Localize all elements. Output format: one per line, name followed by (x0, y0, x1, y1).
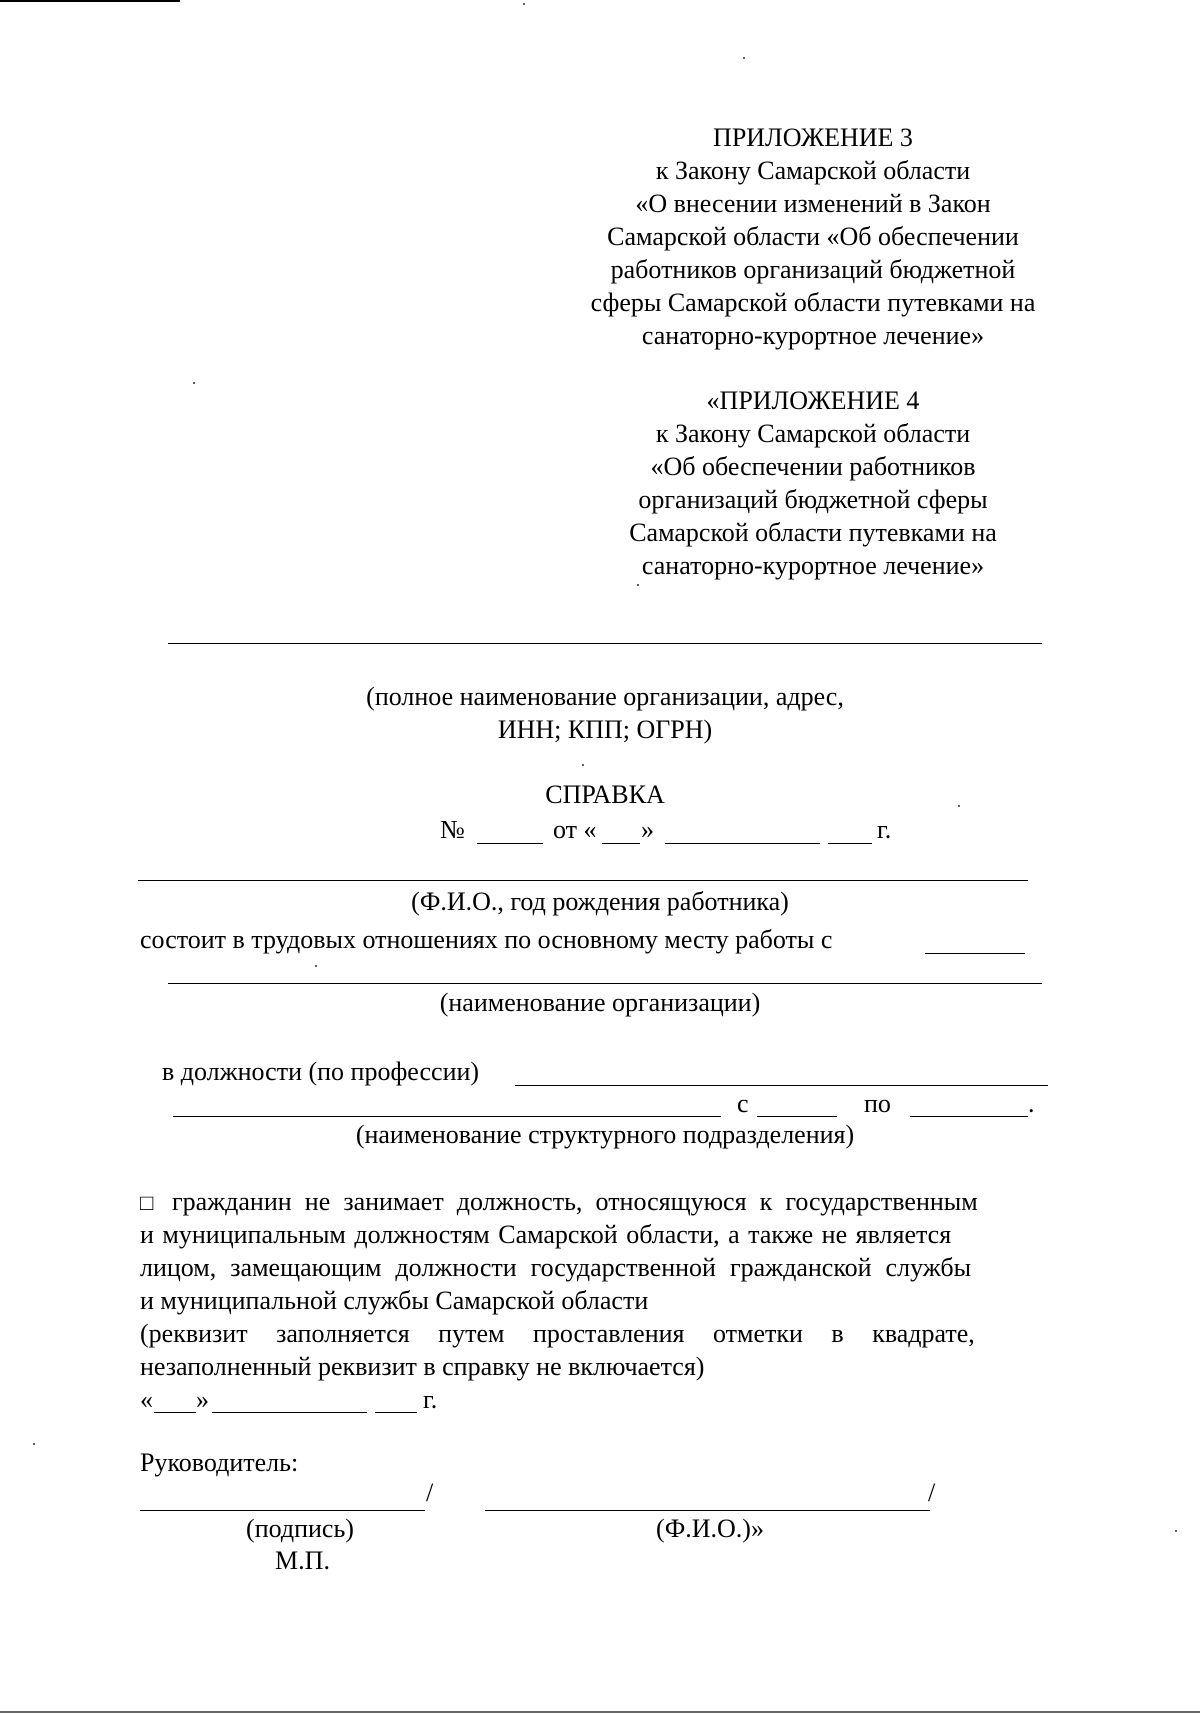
org-name-hint: (наименование организации) (439, 988, 761, 1017)
period-end: . (1028, 1089, 1035, 1118)
head-label: Руководитель: (140, 1448, 299, 1477)
org-hint-line: ИНН; КПП; ОГРН) (497, 715, 713, 744)
year-blank[interactable] (828, 843, 872, 844)
appendix4-line: санаторно-курортное лечение» (641, 551, 985, 580)
scan-speck (33, 1443, 35, 1445)
appendix3-title: ПРИЛОЖЕНИЕ 3 (713, 123, 913, 152)
employer-name-blank[interactable] (168, 983, 1042, 984)
scan-speck (1175, 1530, 1177, 1532)
scan-speck (637, 584, 639, 586)
month-blank[interactable] (665, 843, 820, 844)
day-blank[interactable] (602, 843, 640, 844)
appendix4-line: Самарской области путевками на (629, 518, 997, 547)
subdivision-hint: (наименование структурного подразделения) (355, 1120, 855, 1149)
appendix4-line: организаций бюджетной сферы (638, 485, 988, 514)
scan-speck (582, 764, 584, 766)
scan-speck (523, 3, 525, 5)
number-sign: № (440, 815, 465, 844)
name-blank[interactable] (485, 1510, 930, 1511)
scan-speck (958, 805, 960, 807)
period-from-blank[interactable] (757, 1116, 837, 1117)
date-quote-close: » (641, 815, 654, 844)
appendix3-line: к Закону Самарской области (655, 156, 971, 185)
period-from-label: с (737, 1089, 749, 1118)
subdivision-blank[interactable] (173, 1116, 721, 1117)
checkbox-text-line: гражданин не занимает должность, относящуюся к государственным (172, 1187, 978, 1216)
scan-speck (743, 57, 745, 59)
certificate-title: СПРАВКА (545, 780, 665, 809)
appendix3-line: санаторно-курортное лечение» (641, 321, 985, 350)
signature-blank[interactable] (140, 1510, 425, 1511)
org-hint-line: (полное наименование организации, адрес, (366, 682, 844, 711)
checkbox-note-line: (реквизит заполняется путем проставления отметки в квадрате, (140, 1319, 975, 1348)
checkbox-text-line: и муниципальной службы Самарской области (140, 1286, 649, 1315)
number-blank[interactable] (477, 843, 543, 844)
name-hint: (Ф.И.О.)» (656, 1514, 764, 1543)
appendix3-line: «О внесении изменений в Закон (635, 189, 991, 218)
appendix3-line: работников организаций бюджетной (610, 255, 1016, 284)
appendix4-line: «Об обеспечении работников (650, 452, 976, 481)
employee-blank[interactable] (138, 880, 1028, 881)
name-slash: / (928, 1478, 936, 1507)
scan-edge-bottom (0, 1711, 1200, 1713)
period-to-blank[interactable] (910, 1116, 1028, 1117)
signing-year-blank[interactable] (375, 1412, 417, 1413)
checkbox-text-line: лицом, замещающим должности государственной гражданской службы (140, 1253, 972, 1282)
year-suffix: г. (877, 815, 892, 844)
period-to-label: по (864, 1089, 891, 1118)
date-from-label: от « (553, 815, 597, 844)
position-blank[interactable] (515, 1085, 1048, 1086)
checkbox-note-line: незаполненный реквизит в справку не включается) (140, 1352, 705, 1381)
signature-slash: / (426, 1478, 434, 1507)
appendix4-line: к Закону Самарской области (655, 419, 971, 448)
employment-text: состоит в трудовых отношениях по основному месту работы с (140, 925, 833, 954)
employment-start-blank[interactable] (925, 953, 1025, 954)
signing-year-suffix: г. (423, 1385, 438, 1414)
scan-edge-top (0, 0, 180, 2)
signing-day-blank[interactable] (154, 1412, 196, 1413)
date-quote-open: « (140, 1385, 153, 1414)
position-label: в должности (по профессии) (162, 1057, 480, 1086)
appendix4-title: «ПРИЛОЖЕНИЕ 4 (706, 386, 920, 415)
date-quote-close: » (196, 1385, 209, 1414)
checkbox-icon[interactable]: □ (140, 1190, 154, 1215)
checkbox-text-line: и муниципальным должностям Самарской области, а также не является (140, 1220, 952, 1249)
signature-hint: (подпись) (246, 1514, 354, 1543)
scan-speck (315, 965, 317, 967)
employee-hint: (Ф.И.О., год рождения работника) (411, 887, 789, 916)
scan-speck (193, 382, 195, 384)
org-name-blank[interactable] (168, 643, 1042, 644)
signing-month-blank[interactable] (212, 1412, 367, 1413)
appendix3-line: Самарской области «Об обеспечении (607, 222, 1019, 251)
appendix3-line: сферы Самарской области путевками на (590, 288, 1036, 317)
stamp-label: М.П. (275, 1546, 330, 1575)
